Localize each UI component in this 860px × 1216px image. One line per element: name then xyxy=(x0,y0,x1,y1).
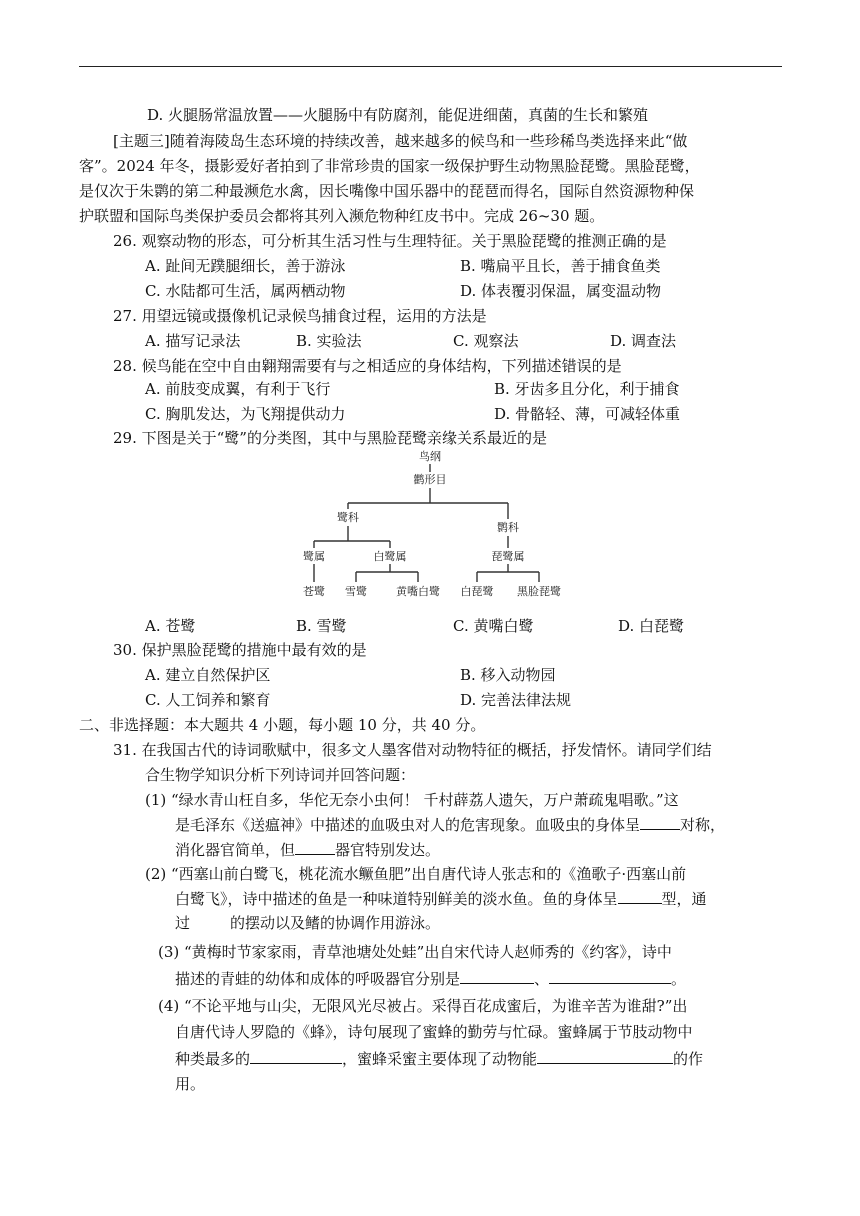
tree-node-genus-3: 琵鹭属 xyxy=(491,550,525,563)
q28-option-a: A. 前肢变成翼，有利于飞行 xyxy=(145,380,331,398)
q30-option-d: D. 完善法律法规 xyxy=(460,691,572,709)
q31-part1-text: 器官特别发达。 xyxy=(335,841,441,859)
q27-option-d: D. 调查法 xyxy=(610,332,677,350)
q29-option-d: D. 白琵鹭 xyxy=(618,617,685,635)
answer-blank-animal-group[interactable] xyxy=(250,1048,342,1064)
q31-part1-line-1: (1) “绿水青山枉自多，华佗无奈小虫何！ 千村薜荔人遗矢，万户萧疏鬼唱歌。”这 xyxy=(145,791,679,809)
theme-paragraph-line-1: [主题三]随着海陵岛生态环境的持续改善，越来越多的候鸟和一些珍稀鸟类选择来此“做 xyxy=(113,132,688,150)
tree-node-species-3: 黄嘴白鹭 xyxy=(396,585,440,598)
prev-option-d: D. 火腿肠常温放置——火腿肠中有防腐剂，能促进细菌，真菌的生长和繁殖 xyxy=(147,106,649,124)
answer-blank-body-shape[interactable] xyxy=(618,888,662,904)
tree-node-genus-2: 白鹭属 xyxy=(373,550,407,563)
q27-option-c: C. 观察法 xyxy=(453,332,519,350)
q31-part2-text: 过 xyxy=(175,914,191,932)
q30-option-a: A. 建立自然保护区 xyxy=(145,666,271,684)
q31-part4-line-1: (4) “不论平地与山尖，无限风光尽被占。采得百花成蜜后，为谁辛苦为谁甜?”出 xyxy=(158,997,688,1015)
tree-node-family-1: 鹭科 xyxy=(337,511,359,524)
q31-part4-text: ，蜜蜂采蜜主要体现了动物能 xyxy=(342,1050,538,1068)
q27-option-a: A. 描写记录法 xyxy=(145,332,241,350)
q30-option-c: C. 人工饲养和繁育 xyxy=(145,691,271,709)
q31-part2-text: 型，通 xyxy=(661,890,707,908)
q31-part1-text: 消化器官简单，但 xyxy=(175,841,296,859)
q27-option-b: B. 实验法 xyxy=(296,332,362,350)
answer-blank-animal-role[interactable] xyxy=(537,1048,673,1064)
q31-part3-text: 。 xyxy=(671,970,687,988)
q26-option-d: D. 体表覆羽保温，属变温动物 xyxy=(460,282,662,300)
theme-paragraph-line-4: 护联盟和国际鸟类保护委员会都将其列入濒危物种红皮书中。完成 26~30 题。 xyxy=(79,207,605,225)
tree-node-class: 鸟纲 xyxy=(419,450,441,463)
q26-option-a: A. 趾间无蹼腿细长，善于游泳 xyxy=(145,257,346,275)
header-rule xyxy=(79,66,782,67)
q31-stem-line-1: 31. 在我国古代的诗词歌赋中，很多文人墨客借对动物特征的概括，抒发情怀。请同学们结 xyxy=(113,741,712,759)
q30-stem: 30. 保护黑脸琵鹭的措施中最有效的是 xyxy=(113,641,367,659)
q31-part3-text: 描述的青蛙的幼体和成体的呼吸器官分别是 xyxy=(175,970,461,988)
q31-part1-line-3 xyxy=(175,839,440,860)
tree-node-species-2: 雪鹭 xyxy=(345,585,367,598)
q28-option-d: D. 骨骼轻、薄，可减轻体重 xyxy=(494,405,681,423)
answer-blank-larva-organ[interactable] xyxy=(460,968,534,984)
tree-node-family-2: 鹮科 xyxy=(497,521,519,534)
q31-part1-text: 对称， xyxy=(680,816,726,834)
q31-part2-line-2 xyxy=(175,888,707,909)
q31-part4-text: 种类最多的 xyxy=(175,1050,251,1068)
answer-blank-organ[interactable] xyxy=(295,839,335,855)
q31-part2-line-1: (2) “西塞山前白鹭飞，桃花流水鳜鱼肥”出自唐代诗人张志和的《渔歌子·西塞山前 xyxy=(145,865,687,883)
answer-blank-symmetry[interactable] xyxy=(640,814,680,830)
section-2-heading: 二、非选择题：本大题共 4 小题，每小题 10 分，共 40 分。 xyxy=(79,716,486,734)
q31-part1-text: 是毛泽东《送瘟神》中描述的血吸虫对人的危害现象。血吸虫的身体呈 xyxy=(175,816,641,834)
q26-option-c: C. 水陆都可生活，属两栖动物 xyxy=(145,282,346,300)
q28-option-c: C. 胸肌发达，为飞翔提供动力 xyxy=(145,405,346,423)
q31-part4-line-2: 自唐代诗人罗隐的《蜂》，诗句展现了蜜蜂的勤劳与忙碌。蜜蜂属于节肢动物中 xyxy=(175,1023,693,1041)
answer-blank-adult-organ[interactable] xyxy=(549,968,671,984)
tree-node-species-4: 白琵鹭 xyxy=(460,585,494,598)
q27-stem: 27. 用望远镜或摄像机记录候鸟捕食过程，运用的方法是 xyxy=(113,307,487,325)
q28-option-b: B. 牙齿多且分化，利于捕食 xyxy=(494,380,680,398)
q26-option-b: B. 嘴扁平且长，善于捕食鱼类 xyxy=(460,257,661,275)
q31-part2-text: 白鹭飞》，诗中描述的鱼是一种味道特别鲜美的淡水鱼。鱼的身体呈 xyxy=(175,890,618,908)
tree-node-genus-1: 鹭属 xyxy=(303,550,325,563)
q31-part3-line-2 xyxy=(175,968,686,989)
theme-paragraph-line-2: 客”。2024 年冬，摄影爱好者拍到了非常珍贵的国家一级保护野生动物黑脸琵鹭。黑脸琵鹭， xyxy=(79,157,700,175)
q29-option-a: A. 苍鹭 xyxy=(145,617,196,635)
q31-part3-text: 、 xyxy=(534,970,550,988)
q31-part2-text: 的摆动以及鳍的协调作用游泳。 xyxy=(230,914,441,932)
q28-stem: 28. 候鸟能在空中自由翱翔需要有与之相适应的身体结构，下列描述错误的是 xyxy=(113,357,622,375)
q31-part3-line-1: (3) “黄梅时节家家雨，青草池塘处处蛙”出自宋代诗人赵师秀的《约客》，诗中 xyxy=(158,943,672,961)
tree-node-species-5: 黑脸琵鹭 xyxy=(517,585,561,598)
tree-node-species-1: 苍鹭 xyxy=(303,585,325,598)
classification-tree-diagram xyxy=(290,445,580,605)
q30-option-b: B. 移入动物园 xyxy=(460,666,556,684)
q31-part1-line-2 xyxy=(175,814,725,835)
q29-option-c: C. 黄嘴白鹭 xyxy=(453,617,534,635)
q31-stem-line-2: 合生物学知识分析下列诗词并回答问题： xyxy=(145,766,416,784)
q31-part2-line-3 xyxy=(175,913,440,933)
q31-part4-text: 的作 xyxy=(673,1050,704,1068)
q31-part4-line-4: 用。 xyxy=(175,1075,206,1093)
q26-stem: 26. 观察动物的形态，可分析其生活习性与生理特征。关于黑脸琵鹭的推测正确的是 xyxy=(113,232,667,250)
q31-part4-line-3 xyxy=(175,1048,703,1069)
theme-paragraph-line-3: 是仅次于朱鹮的第二种最濒危水禽，因长嘴像中国乐器中的琵琶而得名，国际自然资源物种保 xyxy=(79,182,695,200)
tree-node-order: 鹳形目 xyxy=(413,473,447,486)
q29-option-b: B. 雪鹭 xyxy=(296,617,347,635)
q29-stem: 29. 下图是关于“鹭”的分类图，其中与黑脸琵鹭亲缘关系最近的是 xyxy=(113,429,547,447)
